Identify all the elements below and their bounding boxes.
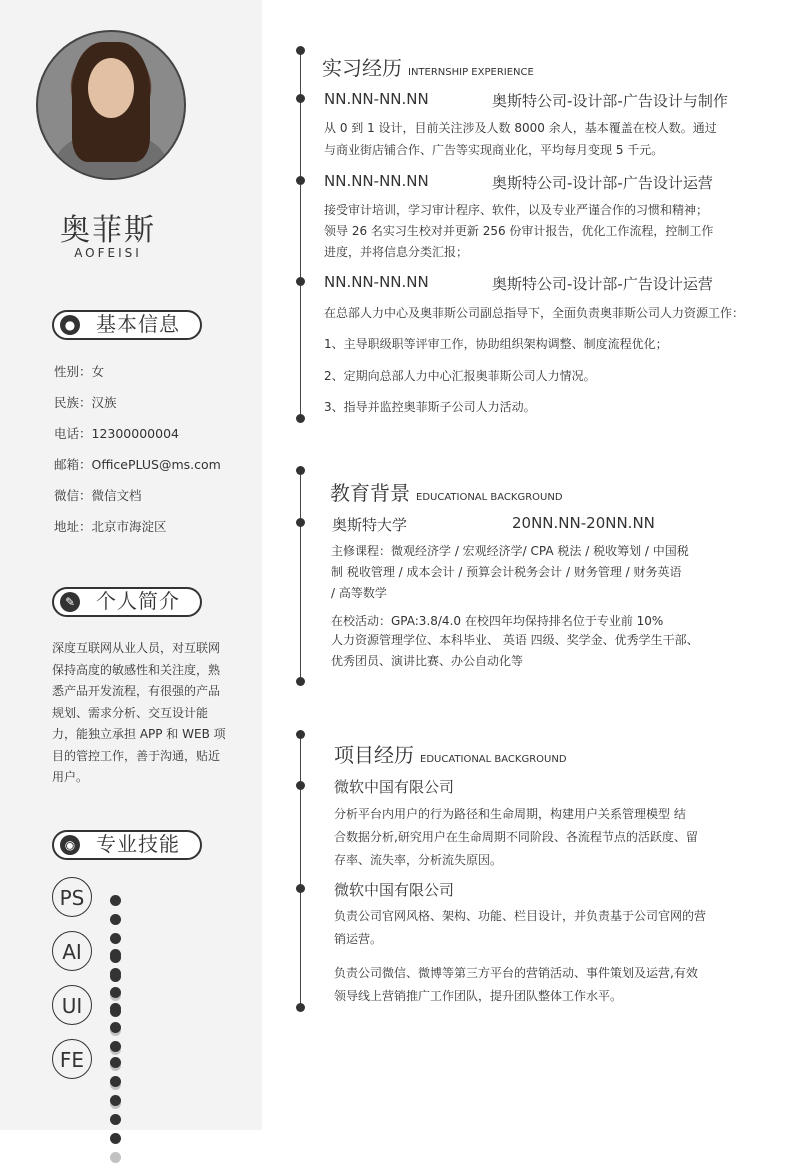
basic-info-heading: ● 基本信息 [52, 310, 202, 340]
skill-label: UI [52, 985, 92, 1025]
skill-label: AI [52, 931, 92, 971]
tag-icon: ◉ [60, 835, 80, 855]
skill-dot [110, 1095, 121, 1106]
education-activities: 在校活动：GPA:3.8/4.0 在校四年均保持排名位于专业前 10% [331, 614, 664, 628]
pen-icon: ✎ [60, 592, 80, 612]
education-title: 教育背景 EDUCATIONAL BACKGROUND [330, 481, 563, 505]
internship-desc: 从 0 到 1 设计，目前关注涉及人数 8000 余人，基本覆盖在校人数。通过 [324, 121, 717, 135]
timeline-dot [296, 518, 305, 527]
projects-title: 项目经历 EDUCATIONAL BACKGROUND [334, 743, 567, 767]
internship-org: 奥斯特公司-设计部-广告设计运营 [492, 275, 713, 293]
timeline-dot [296, 466, 305, 475]
timeline-line-internship [300, 50, 301, 422]
internship-org: 奥斯特公司-设计部-广告设计运营 [492, 174, 713, 192]
skill-dot [110, 933, 121, 944]
education-activities: 人力资源管理学位、本科毕业、 英语 四级、奖学金、优秀学生干部、 [331, 633, 699, 647]
project-desc: 分析平台内用户的行为路径和生命周期，构建用户关系管理模型 结 [334, 807, 686, 821]
skill-label: PS [52, 877, 92, 917]
education-courses: 主修课程：微观经济学 / 宏观经济学/ CPA 税法 / 税收筹划 / 中国税 [331, 544, 689, 558]
timeline-dot [296, 1003, 305, 1012]
internship-date: NN.NN-NN.NN [324, 172, 429, 190]
skill-dot [110, 987, 121, 998]
timeline-line-projects [300, 730, 301, 1010]
profile-name-en: AOFEISI [74, 246, 142, 260]
sidebar [0, 0, 262, 1130]
project-desc: 负责公司微信、微博等第三方平台的营销活动、事件策划及运营,有效 [334, 966, 698, 980]
internship-desc: 3、指导并监控奥菲斯子公司人力活动。 [324, 400, 536, 414]
timeline-dot [296, 176, 305, 185]
timeline-dot [296, 414, 305, 423]
internship-desc: 接受审计培训，学习审计程序、软件，以及专业严谨合作的习惯和精神； [324, 203, 709, 217]
info-ethnicity: 民族：汉族 [54, 395, 117, 410]
project-desc: 存率、流失率，分析流失原因。 [334, 853, 503, 867]
skill-dot [110, 1076, 121, 1087]
timeline-dot [296, 884, 305, 893]
skill-dot [110, 1152, 121, 1163]
skills-heading: ◉ 专业技能 [52, 830, 202, 860]
internship-desc: 在总部人力中心及奥菲斯公司副总指导下，全面负责奥菲斯公司人力资源工作： [324, 306, 745, 320]
education-date: 20NN.NN-20NN.NN [512, 514, 655, 532]
info-wechat: 微信：微信文档 [54, 488, 142, 503]
internship-date: NN.NN-NN.NN [324, 273, 429, 291]
timeline-dot [296, 277, 305, 286]
timeline-dot [296, 730, 305, 739]
timeline-dot [296, 94, 305, 103]
skill-dot [110, 1022, 121, 1033]
internship-desc: 领导 26 名实习生校对并更新 256 份审计报告，优化工作流程，控制工作 [324, 224, 714, 238]
education-activities: 优秀团员、演讲比赛、办公自动化等 [331, 654, 524, 668]
internship-desc: 2、定期向总部人力中心汇报奥菲斯公司人力情况。 [324, 369, 596, 383]
project-desc: 合数据分析,研究用户在生命周期不同阶段、各流程节点的活跃度、留 [334, 830, 698, 844]
project-company: 微软中国有限公司 [334, 778, 455, 796]
internship-desc: 1、主导职级职等评审工作，协助组织架构调整、制度流程优化； [324, 337, 668, 351]
project-desc: 负责公司官网风格、架构、功能、栏目设计，并负责基于公司官网的营 [334, 909, 707, 923]
user-icon: ● [60, 315, 80, 335]
info-email: 邮箱：OfficePLUS@ms.com [54, 457, 221, 472]
internship-title: 实习经历 INTERNSHIP EXPERIENCE [322, 56, 534, 80]
internship-org: 奥斯特公司-设计部-广告设计与制作 [492, 92, 728, 110]
project-desc: 领导线上营销推广工作团队，提升团队整体工作水平。 [334, 989, 623, 1003]
skill-dot [110, 1133, 121, 1144]
education-courses: 制 税收管理 / 成本会计 / 预算会计税务会计 / 财务管理 / 财务英语 [331, 565, 682, 579]
project-desc: 销运营。 [334, 932, 383, 946]
profile-photo [36, 30, 186, 180]
skill-dot [110, 1041, 121, 1052]
intro-text: 深度互联网从业人员，对互联网保持高度的敏感性和关注度，熟悉产品开发流程，有很强的产品规划、需求分析、交互设计能力，能独立承担 APP 和 WEB 项目的管控工作，善于沟通，贴近用户。 [52, 641, 226, 784]
intro-heading: ✎ 个人简介 [52, 587, 202, 617]
timeline-dot [296, 46, 305, 55]
timeline-line-education [300, 466, 301, 684]
skill-dot [110, 914, 121, 925]
education-school: 奥斯特大学 [332, 516, 408, 534]
skill-dot [110, 1057, 121, 1068]
profile-name: 奥菲斯 [60, 213, 156, 248]
timeline-dot [296, 781, 305, 790]
info-address: 地址：北京市海淀区 [54, 519, 167, 534]
skill-dot [110, 1114, 121, 1125]
skill-dot [110, 968, 121, 979]
internship-date: NN.NN-NN.NN [324, 90, 429, 108]
timeline-dot [296, 677, 305, 686]
skill-dot [110, 895, 121, 906]
skill-label: FE [52, 1039, 92, 1079]
internship-desc: 与商业街店铺合作、广告等实现商业化，平均每月变现 5 千元。 [324, 143, 664, 157]
internship-desc: 进度，并将信息分类汇报； [324, 245, 469, 259]
skill-dot [110, 949, 121, 960]
skill-level [110, 1053, 128, 1167]
education-courses: / 高等数学 [331, 586, 387, 600]
skill-dot [110, 1003, 121, 1014]
info-phone: 电话：12300000004 [54, 426, 179, 441]
project-company: 微软中国有限公司 [334, 881, 455, 899]
info-gender: 性别：女 [54, 364, 105, 379]
